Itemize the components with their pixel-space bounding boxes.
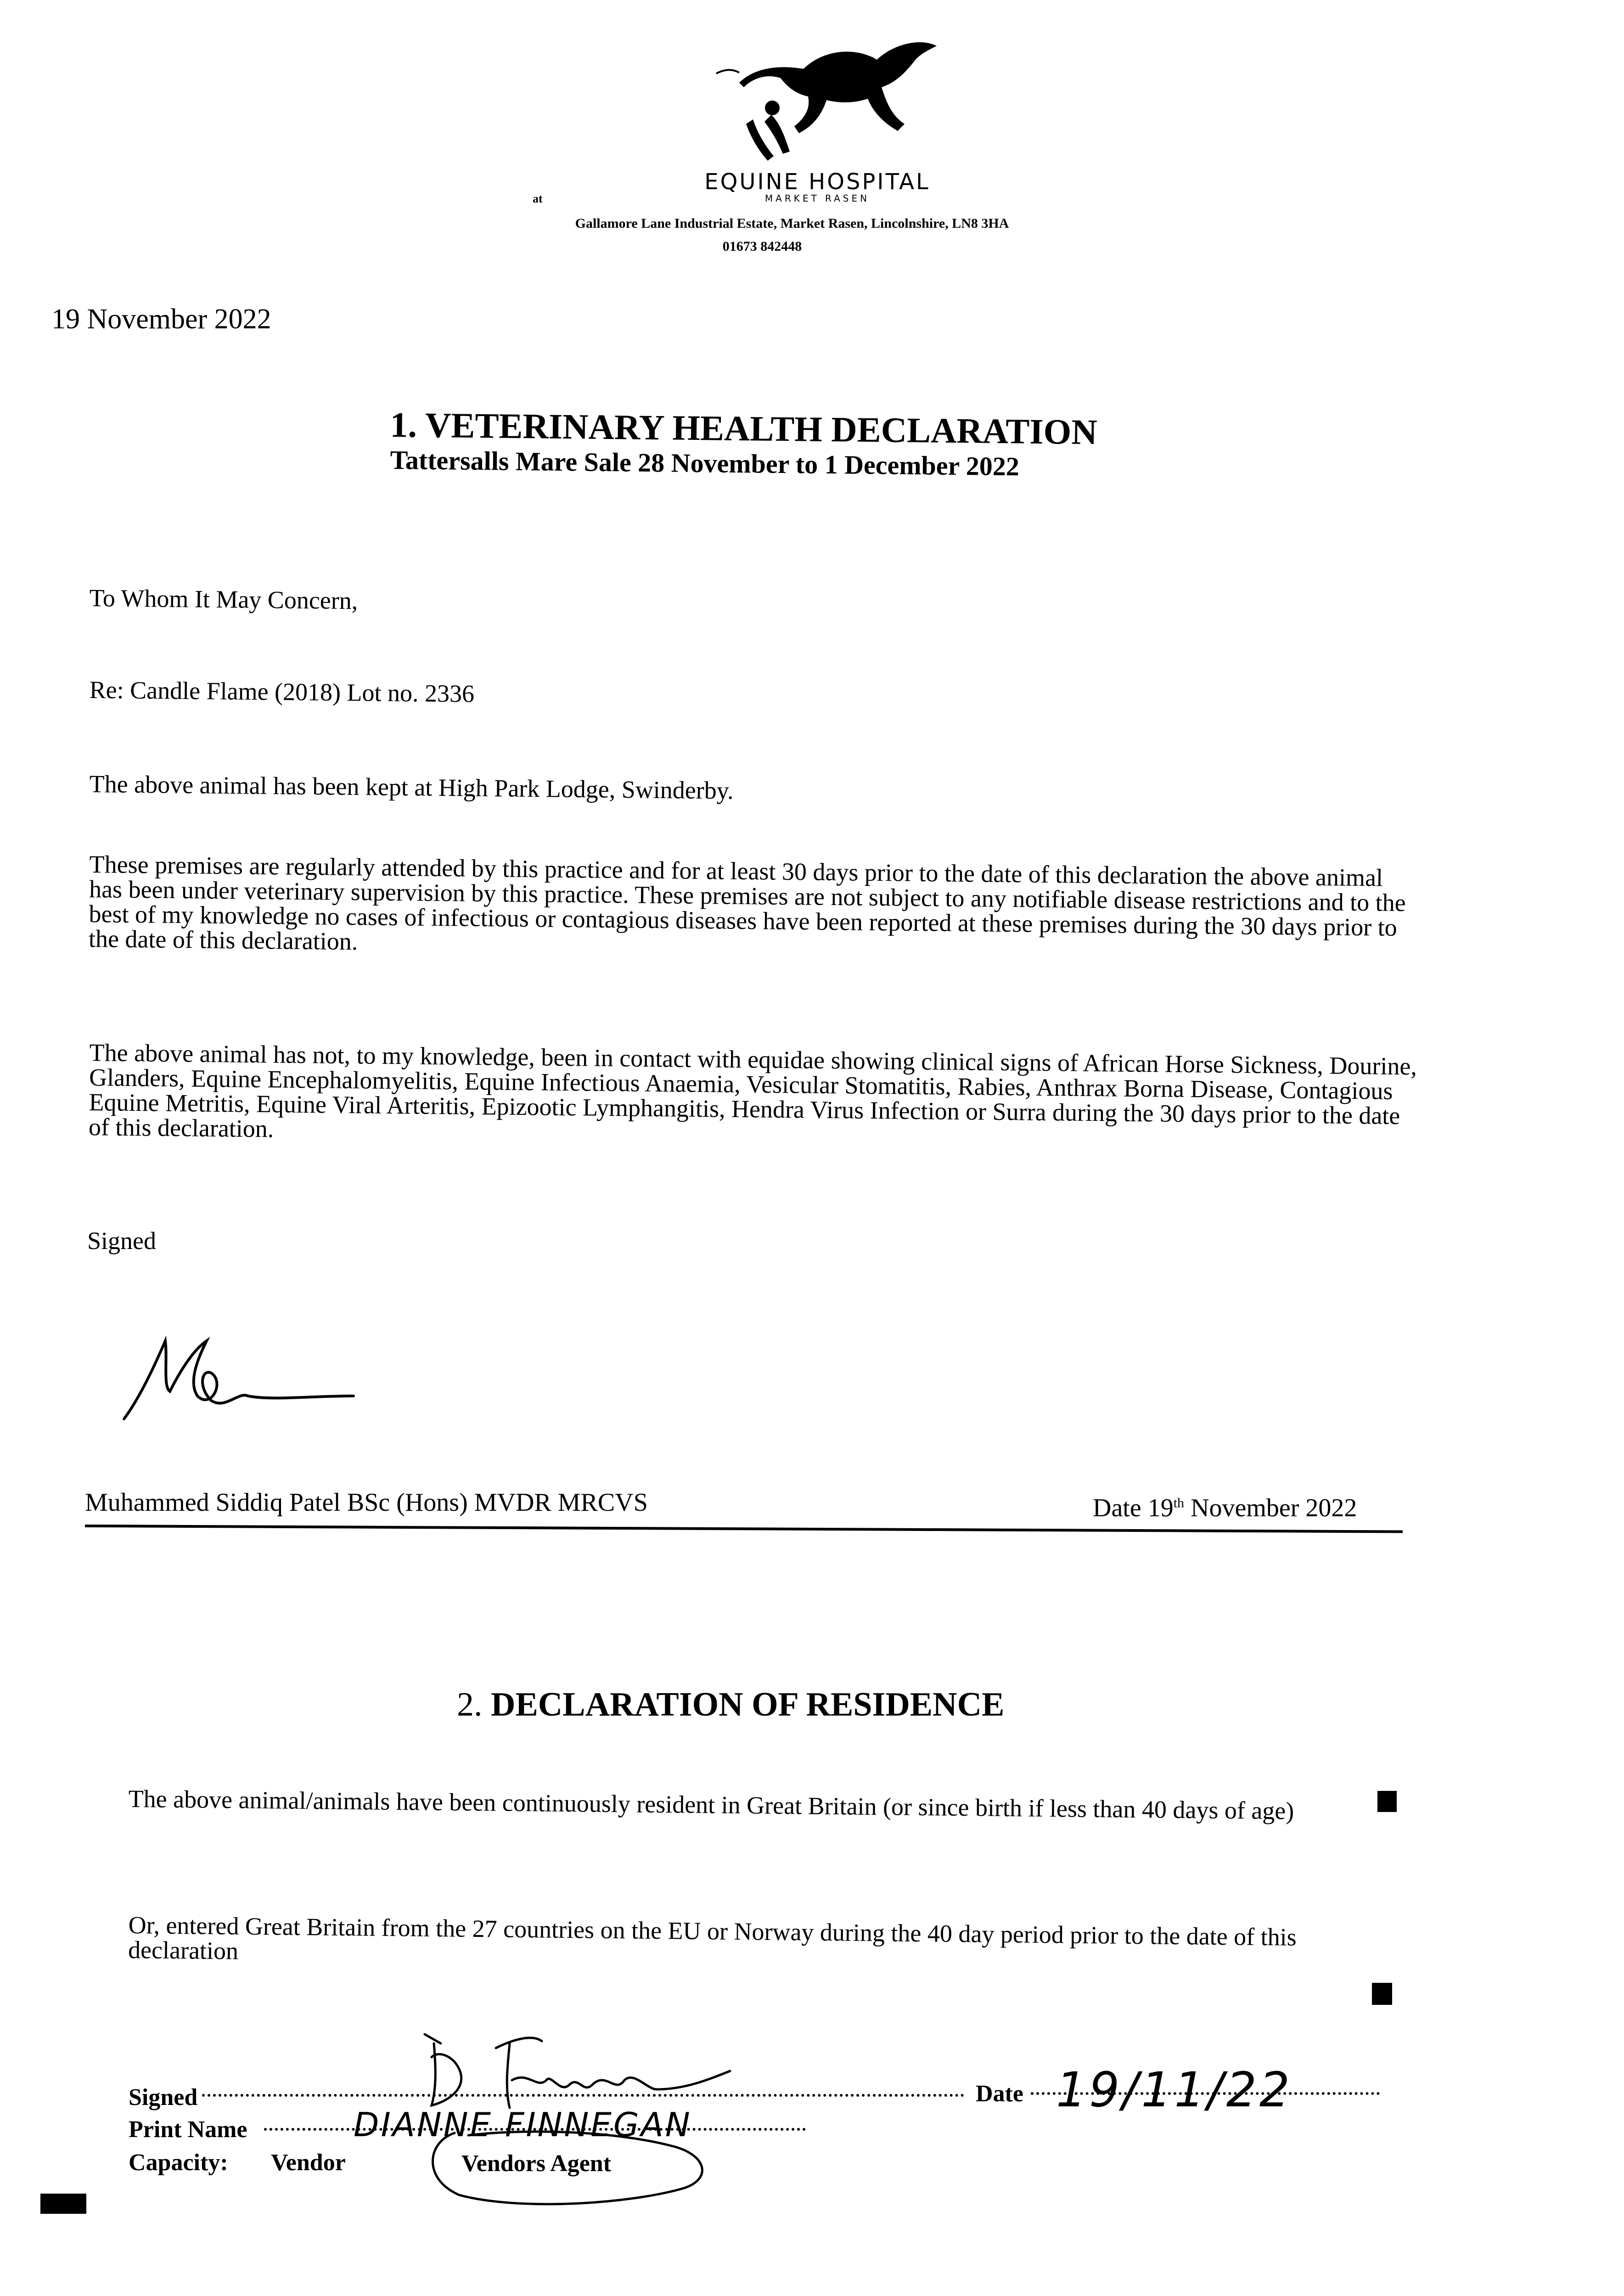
vet-date-prefix: Date 19 — [1093, 1494, 1174, 1522]
signature-rule — [85, 1525, 1403, 1533]
handwritten-date: 19/11/22 — [1056, 2062, 1293, 2118]
vendor-signed-label: Signed — [129, 2084, 198, 2110]
vet-date-ordinal: th — [1173, 1495, 1185, 1511]
capacity-label: Capacity: — [129, 2150, 228, 2176]
hospital-address: Gallamore Lane Industrial Estate, Market Rasen, Lincolnshire, LN8 3HA — [575, 216, 1009, 231]
vet-date-suffix: November 2022 — [1184, 1494, 1357, 1522]
salutation: To Whom It May Concern, — [89, 584, 358, 615]
section1-title: 1. VETERINARY HEALTH DECLARATION — [390, 404, 1098, 452]
vet-name: Muhammed Siddiq Patel BSc (Hons) MVDR MRCVS — [85, 1488, 648, 1517]
section2-title — [457, 1685, 1004, 1724]
redaction-mark — [1377, 1791, 1397, 1812]
vet-signature — [119, 1322, 358, 1433]
re-line: Re: Candle Flame (2018) Lot no. 2336 — [89, 676, 475, 708]
vendor-date-label: Date — [976, 2081, 1023, 2107]
handwritten-print-name: DIANNE FINNEGAN — [354, 2105, 692, 2144]
section2-title-text: DECLARATION OF RESIDENCE — [491, 1686, 1005, 1723]
redaction-mark — [40, 2194, 86, 2214]
entered-paragraph: Or, entered Great Britain from the 27 countries on the EU or Norway during the 40 day period prior to the date of this declaration — [128, 1911, 1297, 1965]
contact-paragraph: The above animal has not, to my knowledge, been in contact with equidae showing clinical signs of African Horse Sickness, Dourine, Glanders, Equine Encephalomyelitis, Equine Infectious Anaemia, Vesicular Stomatitis, Rabies, Anthrax Borna Disease, Contagious Equine Metritis, Equine Viral Arteritis, Epizootic Lymphangitis, Hendra Virus Infection or Surra during the 30 days prior to the date of this declaration. — [88, 1039, 1417, 1143]
resident-paragraph: The above animal/animals have been continuously resident in Great Britain (or since birth if less than 40 days of age) — [128, 1785, 1294, 1825]
capacity-agent-option: Vendors Agent — [461, 2150, 612, 2177]
hospital-location: MARKET RASEN — [764, 193, 870, 204]
print-name-label: Print Name — [129, 2116, 247, 2143]
signature-dotted-line — [202, 2094, 964, 2097]
document-date: 19 November 2022 — [51, 304, 271, 335]
letterhead-at: at — [533, 192, 543, 205]
horse-logo-icon — [689, 18, 946, 188]
hospital-name: EQUINE HOSPITAL — [704, 169, 930, 195]
section1-subtitle: Tattersalls Mare Sale 28 November to 1 December 2022 — [390, 445, 1020, 482]
redaction-mark — [1372, 1983, 1392, 2005]
premises-paragraph: These premises are regularly attended by this practice and for at least 30 days prior to the date of this declaration the above animal has been under veterinary supervision by this practice. These premises are not subject to any notifiable disease restrictions and to the best of my knowledge no cases of infectious or contagious diseases have been reported at these premises during the 30 days prior to the date of this declaration. — [88, 850, 1406, 956]
signed-label: Signed — [87, 1227, 157, 1255]
hospital-phone: 01673 842448 — [722, 239, 802, 254]
selection-circle — [418, 2119, 712, 2211]
capacity-vendor-option: Vendor — [271, 2150, 346, 2176]
vet-signature-date — [1093, 1493, 1357, 1523]
section2-number: 2. — [457, 1686, 491, 1723]
kept-at-line: The above animal has been kept at High Park Lodge, Swinderby. — [89, 770, 734, 805]
